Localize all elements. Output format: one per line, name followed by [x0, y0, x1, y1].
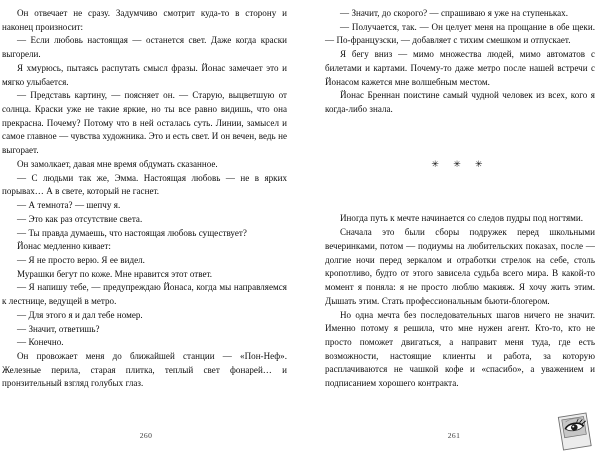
paragraph: — Я не просто верю. Я ее видел. [17, 254, 145, 265]
paragraph: Но одна мечта без последовательных шагов ничего не значит. Именно потому я решила, что мне нужен агент. Кто-то, кто не просто поможет двигаться, а направит меня туда, где есть возможности, настоящие клиенты и работа, за которую расплачиваются не чашкой кофе и «спасибо», а уважением и подписанием хорошего контракта. [325, 309, 595, 389]
paragraph: — Для этого я и дал тебе номер. [17, 309, 143, 320]
paragraph: Он отвечает не сразу. Задумчиво смотрит куда-то в сторону и наконец произносит: [2, 8, 287, 32]
paragraph: — Значит, ответишь? [17, 323, 100, 334]
paragraph: — С людьми так же, Эмма. Настоящая любовь — не в ярких порывах… А в свете, который не гаснет. [2, 172, 287, 197]
right-page-textblock [325, 0, 595, 391]
polaroid-eye-photo-icon [554, 407, 596, 455]
page-number: 261 [447, 431, 461, 440]
paragraph: — Это как раз отсутствие света. [17, 213, 143, 224]
paragraph: Иногда путь к мечте начинается со следов пудры под ногтями. [340, 213, 584, 224]
paragraph: Я бегу вниз — мимо множества людей, мимо автоматов с билетами и картами. Почему-то даже метро после нашей встречи с Йонасом кажется мне волшебным местом. [325, 49, 595, 87]
page-right [300, 0, 600, 459]
paragraph: Йонас медленно кивает: [17, 241, 111, 252]
left-page-textblock [2, 0, 287, 391]
divider-spacer-top [325, 117, 595, 158]
paragraph: — Ты правда думаешь, что настоящая любовь существует? [17, 227, 247, 238]
paragraph: — Получается, так. — Он целует меня на прощание в обе щеки. — По-французски, — добавляет с тихим смешком и отпускает. [325, 21, 595, 46]
paragraph: Он замолкает, давая мне время обдумать сказанное. [17, 158, 218, 169]
paragraph: — Представь картину, — поясняет он. — Старую, выцветшую от солнца. Краски уже не такие яркие, но ты все равно видишь, что она прекрасна. Почему? Потому что в ней осталась суть. Линии, замысел и самое главное — чувства художника. Это и есть свет. И он вечен, ведь не выгорает. [2, 90, 287, 156]
paragraph: — Если любовь настоящая — останется свет. Даже когда краски выгорели. [2, 35, 287, 60]
paragraph: Он провожает меня до ближайшей станции — «Пон-Неф». Железные перила, старая плитка, теплый свет фонарей… и пронзительный взгляд голубых глаз. [2, 350, 287, 389]
paragraph: Сначала это были сборы подружек перед школьными вечеринками, потом — подиумы на любительских показах, после — долгие ночи перед зеркалом и отработки стрелок на себе, столь кропотливо, будто от этого зависела судьба всего мира. В какой-то момент я поняла: я не просто люблю макияж. Я хочу жить этим. Дышать этим. Стать профессиональным бьюти-блогером. [325, 227, 595, 306]
paragraph: Мурашки бегут по коже. Мне нравится этот ответ. [17, 268, 213, 279]
paragraph: — А темнота? — шепчу я. [17, 200, 121, 211]
section-divider: ✳ ✳ ✳ [431, 158, 489, 169]
paragraph: Йонас Бреннан поистине самый чудной человек из всех, кого я когда-либо знала. [325, 90, 595, 115]
paragraph: — Я напишу тебе, — предупреждаю Йонаса, когда мы направляемся к лестнице, ведущей в метро. [2, 282, 287, 307]
paragraph: Я хмурюсь, пытаясь распутать смысл фразы. Йонас замечает это и мягко улыбается. [2, 62, 287, 87]
paragraph: — Конечно. [17, 337, 64, 348]
divider-spacer-bottom [325, 171, 595, 212]
page-number: 260 [139, 431, 153, 440]
paragraph: — Значит, до скорого? — спрашиваю я уже на ступеньках. [340, 8, 569, 18]
